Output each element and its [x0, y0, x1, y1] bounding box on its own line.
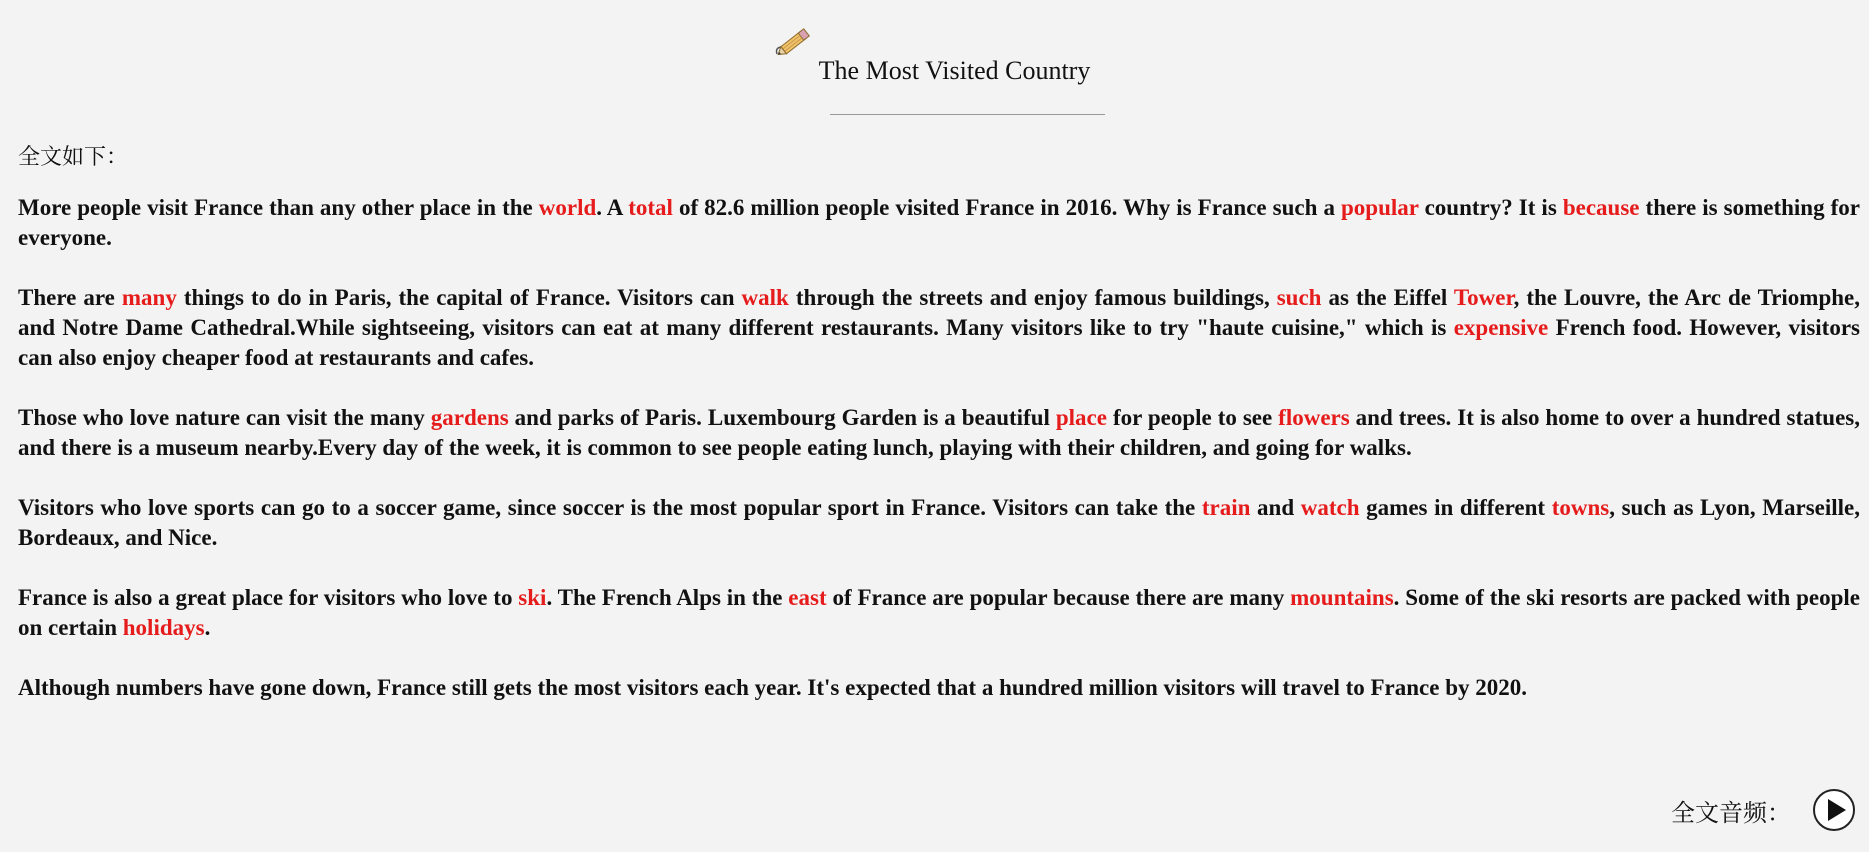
highlighted-word: world — [538, 195, 597, 220]
highlighted-word: towns — [1551, 495, 1610, 520]
text-segment: French food. However, visitors can also enjoy cheaper food at restaurants and cafes. — [18, 315, 1860, 370]
text-segment: through the streets and enjoy famous buildings, — [788, 285, 1277, 310]
audio-label: 全文音频： — [1671, 800, 1791, 827]
highlighted-word: walk — [741, 285, 789, 310]
text-segment: France is also a great place for visitors who love to — [18, 585, 519, 610]
play-icon — [1828, 799, 1846, 821]
text-segment: and parks of Paris. Luxembourg Garden is a beautiful — [508, 405, 1056, 430]
highlighted-word: holidays — [122, 615, 205, 640]
highlighted-word: popular — [1340, 195, 1419, 220]
highlighted-word: flowers — [1278, 405, 1350, 430]
highlighted-word: expensive — [1453, 315, 1549, 340]
title-divider — [830, 114, 1105, 115]
highlighted-word: train — [1201, 495, 1251, 520]
text-segment: . A — [596, 195, 629, 220]
text-segment: of France are popular because there are many — [826, 585, 1291, 610]
text-segment: and trees. It is also home to over a hundred statues, and there is a museum nearby.Every day of the week, it is common to see people eating lunch, playing with their children, and going for walks. — [18, 405, 1860, 460]
highlighted-word: place — [1055, 405, 1107, 430]
text-segment: of 82.6 million people visited France in 2016. Why is France such a — [672, 195, 1341, 220]
paragraph — [18, 673, 1860, 703]
text-segment: There are — [18, 285, 122, 310]
highlighted-word: ski — [518, 585, 547, 610]
highlighted-word: east — [788, 585, 827, 610]
paragraph — [18, 283, 1860, 373]
article-body — [18, 193, 1860, 733]
play-button[interactable] — [1813, 789, 1855, 831]
highlighted-word: such — [1276, 285, 1322, 310]
highlighted-word: mountains — [1290, 585, 1394, 610]
text-segment: country? It is — [1418, 195, 1563, 220]
audio-player — [1671, 789, 1855, 831]
text-segment: things to do in Paris, the capital of France. Visitors can — [176, 285, 742, 310]
header — [0, 28, 1869, 98]
text-segment: , such as Lyon, Marseille, Bordeaux, and Nice. — [18, 495, 1860, 550]
pencil-icon — [773, 22, 817, 62]
text-segment: Visitors who love sports can go to a soccer game, since soccer is the most popular sport in France. Visitors can take the — [18, 495, 1202, 520]
paragraph — [18, 193, 1860, 253]
text-segment: . Some of the ski resorts are packed with people on certain — [18, 585, 1860, 640]
paragraph — [18, 493, 1860, 553]
intro-label: 全文如下： — [18, 144, 129, 169]
text-segment: More people visit France than any other place in the — [18, 195, 539, 220]
paragraph — [18, 583, 1860, 643]
text-segment: , the Louvre, the Arc de Triomphe, and Notre Dame Cathedral.While sightseeing, visitors can eat at many different restaurants. Many visitors like to try "haute cuisine," which is — [18, 285, 1861, 340]
text-segment: Although numbers have gone down, France still gets the most visitors each year. It's expected that a hundred million visitors will travel to France by 2020. — [18, 675, 1528, 700]
highlighted-word: total — [628, 195, 673, 220]
text-segment: for people to see — [1106, 405, 1279, 430]
page-title: The Most Visited Country — [818, 56, 1091, 85]
text-segment: . The French Alps in the — [546, 585, 789, 610]
text-segment: . — [204, 615, 211, 640]
highlighted-word: gardens — [430, 405, 509, 430]
highlighted-word: Tower — [1453, 285, 1514, 310]
paragraph — [18, 403, 1860, 463]
highlighted-word: because — [1562, 195, 1640, 220]
text-segment: as the Eiffel — [1321, 285, 1454, 310]
title-wrap — [773, 28, 1097, 98]
text-segment: Those who love nature can visit the many — [18, 405, 431, 430]
text-segment: there is something for everyone. — [18, 195, 1860, 250]
highlighted-word: watch — [1300, 495, 1360, 520]
highlighted-word: many — [121, 285, 177, 310]
text-segment: and — [1250, 495, 1301, 520]
text-segment: games in different — [1359, 495, 1552, 520]
